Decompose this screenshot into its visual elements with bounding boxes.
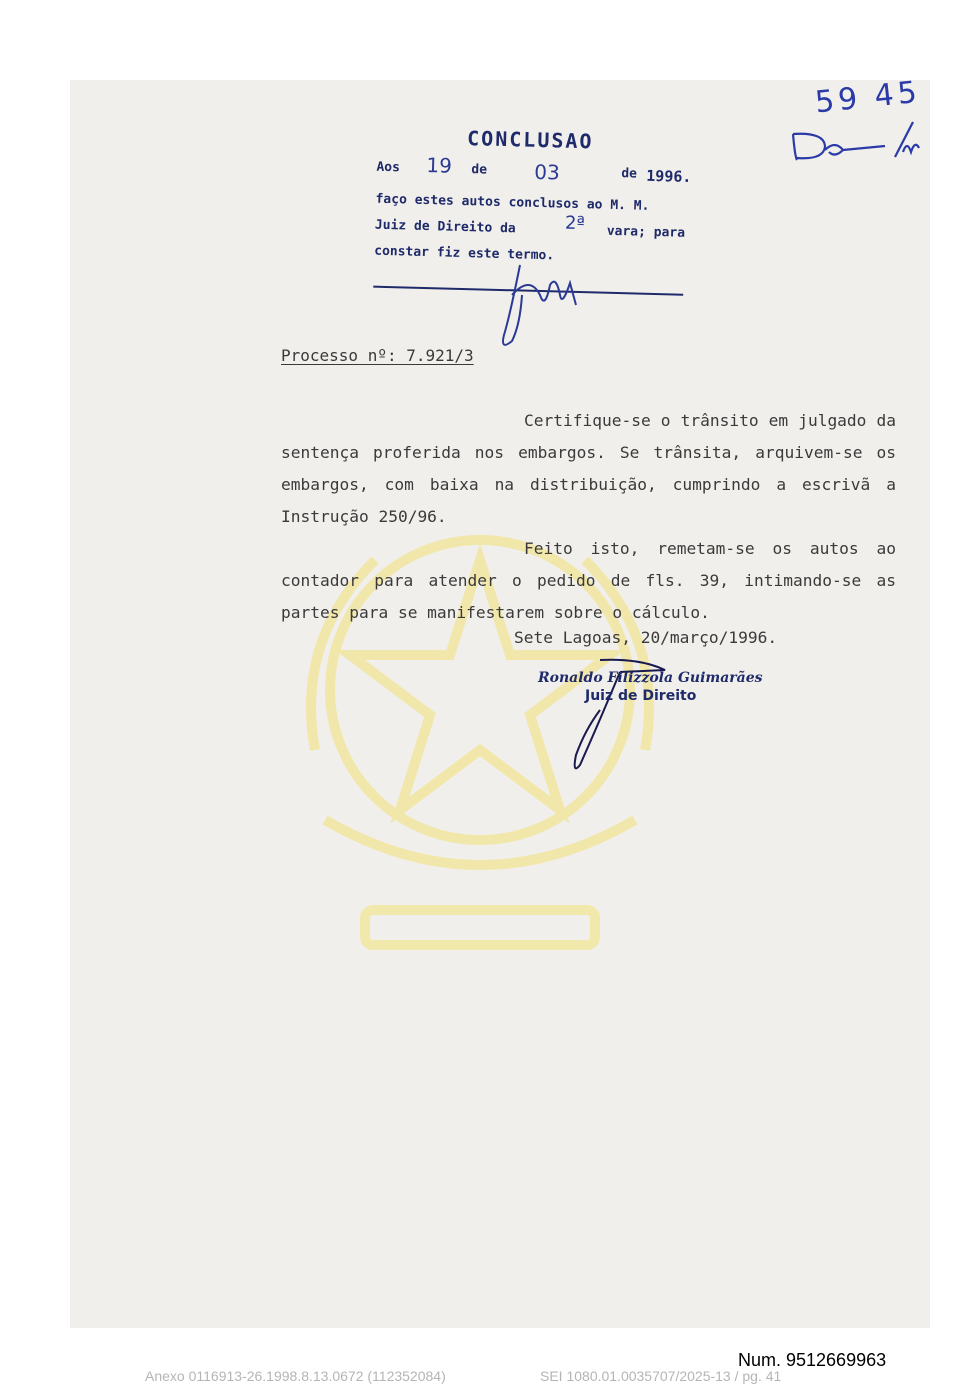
stamp-de-2: de — [621, 166, 638, 182]
stamp-year: 1996. — [646, 166, 692, 186]
stamp-line-3 — [374, 212, 686, 241]
stamp-day: 19 — [426, 153, 453, 178]
stamp-title: CONCLUSAO — [466, 126, 594, 154]
page-number-handwritten: 59 45 — [813, 74, 923, 121]
place-date: Sete Lagoas, 20/março/1996. — [514, 628, 778, 647]
stamp-vara-prefix: Juiz de Direito da — [374, 217, 516, 237]
stamp-vara: 2ª — [564, 212, 586, 235]
stamp-line-4: constar fiz este termo. — [374, 243, 555, 264]
paragraph-2: Feito isto, remetam-se os autos ao contador para atender o pedido de fls. 39, intimando-se as partes para se manifestarem sobre o cálculo. — [281, 539, 896, 622]
decision-text — [281, 405, 896, 629]
judge-signature — [560, 650, 680, 775]
paragraph-1: Certifique-se o trânsito em julgado da sentença proferida nos embargos. Se trânsita, arquivem-se os embargos, com baixa na distribuição, cumprindo a escrivã a Instrução 250/96. — [281, 411, 896, 526]
stamp-de-1: de — [471, 162, 488, 178]
sei-reference: SEI 1080.01.0035707/2025-13 / pg. 41 — [540, 1368, 782, 1384]
document-id: Num. 9512669963 — [738, 1350, 887, 1370]
judge-name-stamp: Ronaldo Filizzola Guimarães — [538, 670, 763, 686]
stamp-vara-suffix: vara; para — [606, 223, 686, 241]
stamp-line-date — [376, 153, 692, 186]
judge-title-stamp: Juiz de Direito — [585, 688, 697, 704]
stamp-date-prefix: Aos — [376, 159, 401, 176]
stamp-line-2: faço estes autos conclusos ao M. M. — [375, 191, 650, 214]
process-number: Processo nº: 7.921/3 — [281, 346, 474, 365]
corner-initials-signature — [785, 112, 925, 172]
clerk-signature — [490, 255, 600, 355]
stamp-month: 03 — [534, 159, 561, 185]
annex-reference: Anexo 0116913-26.1998.8.13.0672 (112352084) — [145, 1368, 446, 1384]
